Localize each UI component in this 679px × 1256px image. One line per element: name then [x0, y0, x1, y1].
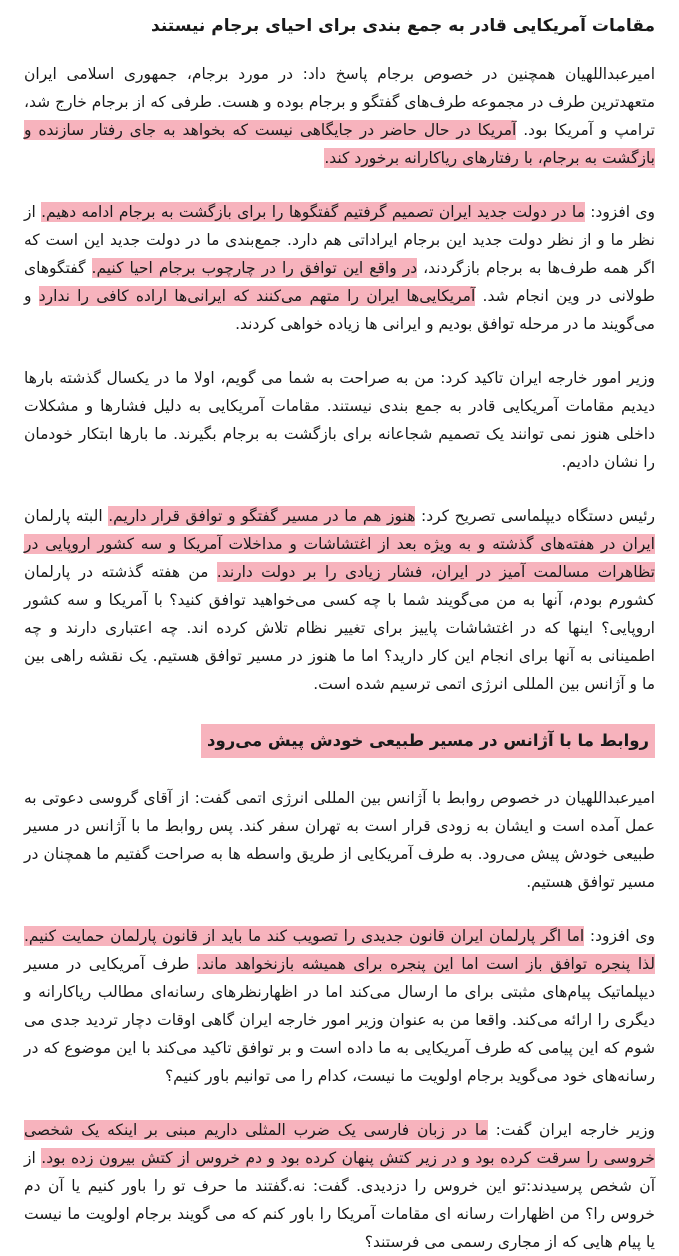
- text-segment: وی افزود:: [584, 927, 655, 945]
- highlighted-text: ما در زبان فارسی یک ضرب المثلی داریم مبنی بر اینکه یک شخصی خروسی را سرقت کرده بود و در زیر کتش پنهان کرده بود و دم خروس از کتش بیرون زده بود.: [24, 1121, 655, 1167]
- text-segment: من هفته گذشته در پارلمان کشورم بودم، آنها به من می‌گویند شما با چه کسی می‌خواهید توافق کنید؟ با آمریکا و سه کشور اروپایی؟ اینها که در اغتشاشات پاییز برای تغییر نظام تلاش کرده اند. چه اعتباری دارند و چه اطمینانی به آنها برای انجام این کار دارید؟ اما ما هنوز در مسیر توافق هستیم. یک نقشه راهی بین ما و آژانس بین المللی انرژی اتمی ترسیم شده است.: [24, 563, 655, 693]
- text-segment: از نظر ما و از نظر دولت جدید این برجام ایراداتی هم دارد. جمع‌بندی ما در دولت جدید این است که اگر همه طرف‌ها به برجام بازگردند،: [24, 203, 655, 277]
- article-body-part-2: [24, 784, 655, 1256]
- paragraph: [24, 784, 655, 896]
- text-segment: امیرعبداللهیان همچنین در خصوص برجام پاسخ داد: در مورد برجام، جمهوری اسلامی ایران متعهدترین طرف در مجموعه طرف‌های گفتگو و برجام بوده و هست. طرفی که از برجام خارج شد، ترامپ و آمریکا بود.: [24, 65, 655, 139]
- highlighted-text: در واقع این توافق را در چارچوب برجام احیا کنیم.: [91, 259, 418, 277]
- highlighted-text: آمریکا در حال حاضر در جایگاهی نیست که بخواهد به جای رفتار سازنده و بازگشت به برجام، با رفتارهای ریاکارانه برخورد کند.: [24, 121, 655, 167]
- text-segment: وزیر امور خارجه ایران تاکید کرد: من به صراحت به شما می گویم، اولا ما در یکسال گذشته بارها دیدیم مقامات آمریکایی قادر به جمع بندی نیستند. مقامات آمریکایی به دلیل فشارها و مشکلات داخلی هنوز نمی توانند یک تصمیم شجاعانه برای بازگشت به برجام بگیرند. ما بارها ابتکار خودمان را نشان دادیم.: [24, 369, 655, 471]
- text-segment: طرف آمریکایی در مسیر دیپلماتیک پیام‌های مثبتی برای ما ارسال می‌کند اما در اظهارنظرهای رسانه‌ای مطالب ریاکارانه و دیگری را ارائه می‌کند. واقعا من به عنوان وزیر امور خارجه ایران گاهی اوقات دچار تردید جدی می شوم که این پیامی که طرف آمریکایی به ما داده است و بر توافق تاکید می‌کند با این موضوع که در رسانه‌های خود می‌گوید برجام اولویت ما نیست، کدام را می توانیم باور کنیم؟: [24, 955, 655, 1085]
- highlighted-text: آمریکایی‌ها ایران را متهم می‌کنند که ایرانی‌ها اراده کافی را ندارد: [38, 287, 476, 305]
- text-segment: وزیر خارجه ایران گفت:: [487, 1121, 655, 1139]
- text-segment: از آن شخص پرسیدند:تو این خروس را دزدیدی. گفت: نه.گفتند ما حرف تو را باور کنیم یا آن دم خروس را؟ من اظهارات رسانه ای مقامات آمریکا را باور کنم که می گویند برجام اولویت ما نیست یا پیام هایی که از مجاری رسمی می فرستند؟: [24, 1149, 655, 1251]
- paragraph: [24, 1116, 655, 1256]
- text-segment: البته پارلمان: [24, 507, 109, 525]
- text-segment: گفتگوهای طولانی در وین انجام شد.: [24, 259, 655, 305]
- paragraph: [24, 922, 655, 1090]
- text-segment: رئیس دستگاه دیپلماسی تصریح کرد:: [415, 507, 655, 525]
- paragraph: [24, 198, 655, 338]
- section-heading-text: روابط ما با آژانس در مسیر طبیعی خودش پیش می‌رود: [201, 724, 655, 758]
- paragraph: [24, 364, 655, 476]
- text-segment: وی افزود:: [584, 203, 656, 221]
- text-segment: و می‌گویند ما در مرحله توافق بودیم و ایرانی ها زیاده خواهی کردند.: [24, 287, 655, 333]
- highlighted-text: ما در دولت جدید ایران تصمیم گرفتیم گفتگوها را برای بازگشت به برجام ادامه دهیم.: [41, 203, 585, 221]
- paragraph: [24, 60, 655, 172]
- text-segment: امیرعبداللهیان در خصوص روابط با آژانس بین المللی انرژی اتمی گفت: از آقای گروسی دعوتی به عمل آمده است و ایشان به زودی قرار است به تهران سفر کند. پس روابط ما با آژانس در مسیر طبیعی خودش پیش می‌رود. به طرف آمریکایی از طریق واسطه ها به صراحت گفتیم ما همچنان در مسیر توافق هستیم.: [24, 789, 655, 891]
- article-title: مقامات آمریکایی قادر به جمع بندی برای احیای برجام نیستند: [151, 16, 655, 36]
- highlighted-text: ایران در هفته‌های گذشته و به ویژه بعد از اغتشاشات و مداخلات آمریکا و سه کشور اروپایی در تظاهرات مسالمت آمیز در ایران، فشار زیادی را بر دولت دارند.: [24, 535, 655, 581]
- section-heading: [24, 724, 655, 758]
- paragraph: [24, 502, 655, 698]
- highlighted-text: هنوز هم ما در مسیر گفتگو و توافق قرار داریم.: [108, 507, 416, 525]
- article-body-part-1: [24, 60, 655, 698]
- highlighted-text: اما اگر پارلمان ایران قانون جدیدی را تصویب کند ما باید از قانون پارلمان حمایت کنیم. لذا پنجره توافق باز است اما این پنجره برای همیشه بازنخواهد ماند.: [24, 927, 655, 973]
